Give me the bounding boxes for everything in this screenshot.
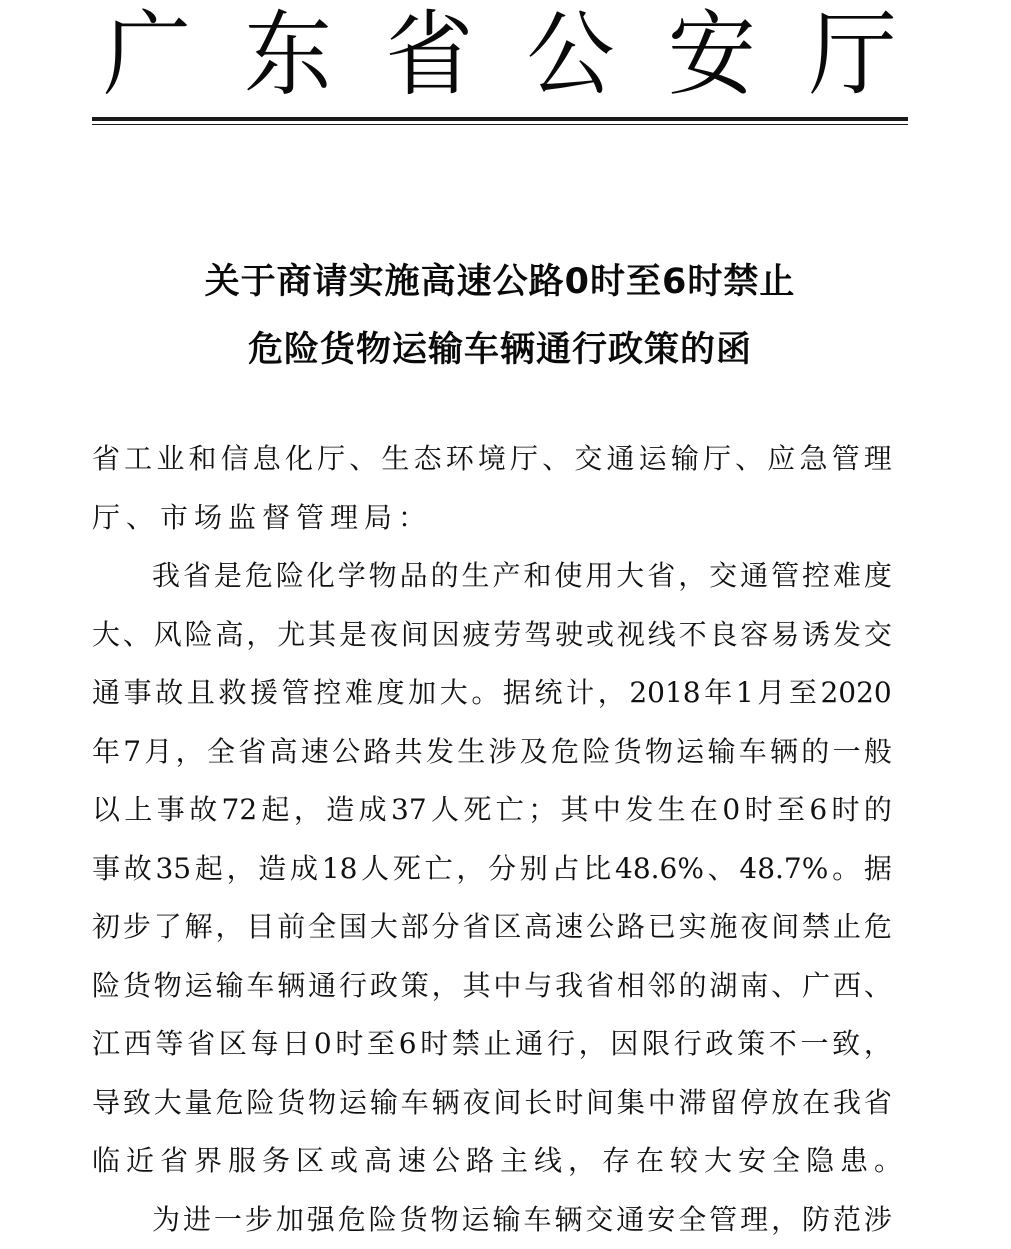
body-line: 我 省 是 危 险 化 学 物 品 的 生 产 和 使 用 大 省 ， 交 通 管 控 难 度 <box>152 559 892 592</box>
body-line: 大 、 风 险 高 ， 尤 其 是 夜 间 因 疲 劳 驾 驶 或 视 线 不 良 容 易 诱 发 交 <box>92 617 892 651</box>
body-line: 厅、市场监督管理局： <box>92 500 433 534</box>
body-line: 险 货 物 运 输 车 辆 通 行 政 策 ， 其 中 与 我 省 相 邻 的 湖 南 、 广 西 、 <box>92 968 892 1002</box>
body-line: 省 工 业 和 信 息 化 厅 、 生 态 环 境 厅 、 交 通 运 输 厅 、 应 急 管 理 <box>92 442 892 475</box>
body-line: 事 故 35 起 ， 造 成 18 人 死 亡 ， 分 别 占 比 48.6% 、 48.7% 。 据 <box>92 851 892 885</box>
body-line: 初 步 了 解 ， 目 前 全 国 大 部 分 省 区 高 速 公 路 已 实 施 夜 间 禁 止 危 <box>92 910 892 943</box>
body-line: 江 西 等 省 区 每 日 0 时 至 6 时 禁 止 通 行 ， 因 限 行 政 策 不 一 致 ， <box>92 1027 892 1060</box>
body-line: 为 进 一 步 加 强 危 险 货 物 运 输 车 辆 交 通 安 全 管 理 ， 防 范 涉 <box>152 1202 892 1236</box>
body-line: 临近省界服务区或高速公路主线，存在较大安全隐患。 <box>92 1144 909 1177</box>
letterhead-char: 公 <box>526 0 615 109</box>
letterhead-rule-thick <box>92 117 908 121</box>
letterhead-char: 厅 <box>808 0 897 109</box>
letterhead-char: 东 <box>244 0 333 109</box>
body-line: 通 事 故 且 救 援 管 控 难 度 加 大 。 据 统 计 ， 2018 年 1 月 至 2020 <box>92 676 892 709</box>
letterhead-char: 广 <box>102 0 191 109</box>
body-line: 年 7 月 ， 全 省 高 速 公 路 共 发 生 涉 及 危 险 货 物 运 输 车 辆 的 一 般 <box>92 734 892 768</box>
letterhead-rule-thin <box>92 124 908 125</box>
letterhead-char: 安 <box>667 0 756 109</box>
body-line: 以 上 事 故 72 起 ， 造 成 37 人 死 亡 ； 其 中 发 生 在 0 时 至 6 时 的 <box>92 793 892 826</box>
letterhead-org-name <box>92 0 908 113</box>
letterhead-char: 省 <box>385 0 474 109</box>
document-title-line-1: 关于商请实施高速公路0时至6时禁止 <box>204 262 796 302</box>
body-line: 导 致 大 量 危 险 货 物 运 输 车 辆 夜 间 长 时 间 集 中 滞 留 停 放 在 我 省 <box>92 1085 892 1119</box>
document-title-line-2: 危险货物运输车辆通行政策的函 <box>247 330 752 370</box>
